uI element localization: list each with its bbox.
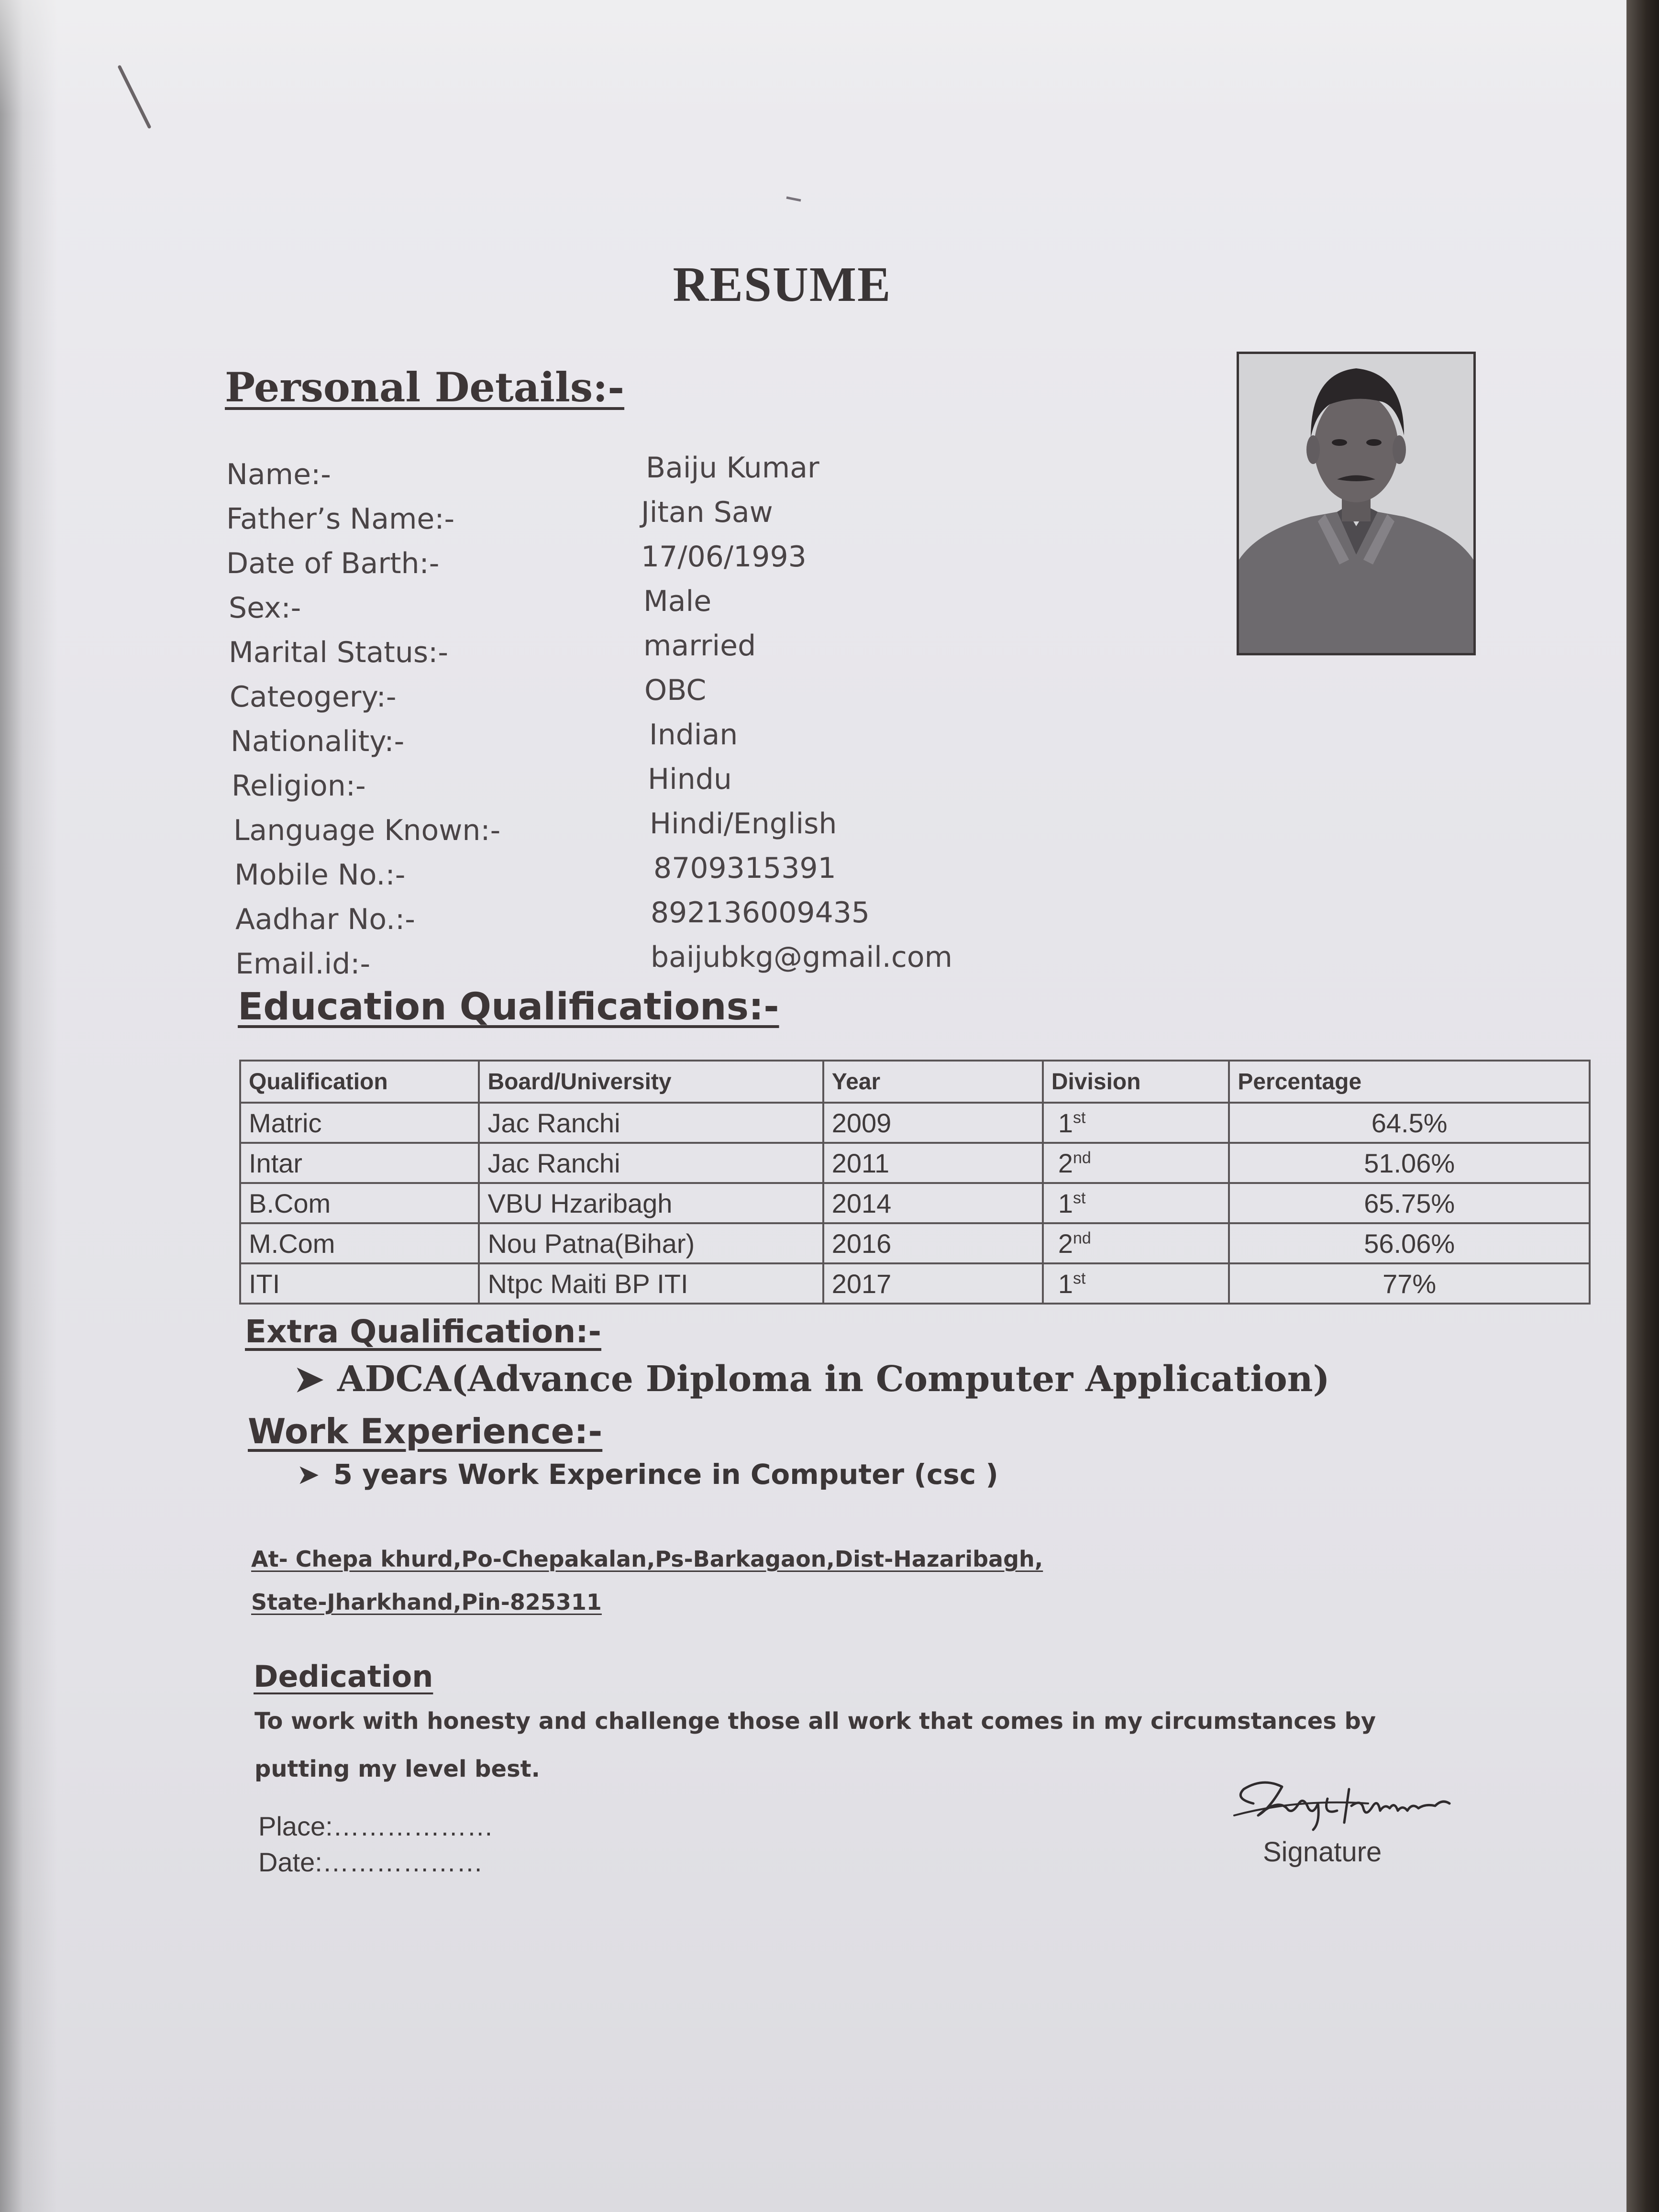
detail-label: Language Known:- [233,814,501,847]
cell-percentage: 51.06% [1229,1143,1590,1183]
applicant-photo [1237,352,1476,655]
handwritten-signature [1225,1770,1483,1837]
detail-value: 17/06/1993 [641,540,807,574]
detail-value: OBC [644,674,707,707]
cell-year: 2011 [823,1143,1043,1183]
cell-year: 2016 [823,1223,1043,1263]
detail-value: Hindi/English [650,807,837,841]
division-suffix: nd [1073,1228,1091,1247]
detail-value: 8709315391 [653,852,836,885]
division-number: 1 [1058,1188,1073,1218]
background-table-surface [1626,0,1659,2212]
division-number: 1 [1058,1268,1073,1299]
cell-division [1043,1223,1229,1263]
detail-value: married [643,629,756,663]
cell-percentage: 65.75% [1229,1183,1590,1223]
cell-year: 2009 [823,1103,1043,1143]
cell-year: 2017 [823,1263,1043,1304]
cell-board: Ntpc Maiti BP ITI [479,1263,823,1304]
cell-qualification: Intar [240,1143,479,1183]
cell-qualification: ITI [240,1263,479,1304]
detail-label: Nationality:- [231,725,405,758]
column-header-division: Division [1043,1061,1229,1103]
cell-division [1043,1103,1229,1143]
extra-qualification-item [294,1359,1330,1400]
work-experience-heading: Work Experience:- [248,1411,603,1451]
division-suffix: st [1073,1269,1086,1287]
detail-label: Aadhar No.:- [235,903,415,936]
education-heading: Education Qualifications:- [238,985,779,1029]
cell-qualification: M.Com [240,1223,479,1263]
personal-details-heading: Personal Details:- [225,364,625,411]
detail-label: Father’s Name:- [226,502,455,536]
column-header-qualification: Qualification [240,1061,479,1103]
cell-board: Nou Patna(Bihar) [479,1223,823,1263]
detail-label: Sex:- [229,591,301,625]
work-experience-text: 5 years Work Experince in Computer (csc ) [333,1458,998,1491]
dedication-text: To work with honesty and challenge those all work that comes in my circumstances by putting my level best. [254,1708,1376,1782]
cell-percentage: 56.06% [1229,1223,1590,1263]
detail-value: Indian [649,718,738,752]
table-row [240,1103,1590,1143]
detail-label: Name:- [226,458,331,491]
table-row [240,1263,1590,1304]
detail-value: Hindu [648,763,732,796]
arrowhead-bullet-icon: ➤ [297,1458,320,1491]
place-field: Place:……………… [258,1811,494,1841]
division-number: 2 [1058,1228,1073,1259]
cell-board: VBU Hzaribagh [479,1183,823,1223]
detail-label: Cateogery:- [230,680,397,714]
division-suffix: st [1073,1188,1086,1207]
cell-board: Jac Ranchi [479,1103,823,1143]
signature-label: Signature [1263,1836,1382,1868]
table-row [240,1143,1590,1183]
arrowhead-bullet-icon: ➤ [294,1359,324,1400]
extra-qualification-text: ADCA(Advance Diploma in Computer Application) [337,1359,1330,1400]
division-number: 2 [1058,1148,1073,1178]
detail-label: Religion:- [232,769,366,803]
column-header-board: Board/University [479,1061,823,1103]
paper-shadow [0,0,57,2212]
detail-label: Date of Barth:- [226,547,440,580]
cell-year: 2014 [823,1183,1043,1223]
paper-highlight [0,0,1626,115]
page-title: RESUME [673,257,892,312]
address-line-1: At- Chepa khurd,Po-Chepakalan,Ps-Barkagaon,Dist-Hazaribagh, [251,1546,1043,1572]
cell-percentage: 77% [1229,1263,1590,1304]
dust-mark [785,194,804,203]
pen-mark [115,62,163,139]
table-row [240,1183,1590,1223]
division-suffix: st [1073,1108,1086,1127]
cell-division [1043,1183,1229,1223]
detail-label: Email.id:- [235,947,371,981]
address-line-2: State-Jharkhand,Pin-825311 [251,1589,602,1615]
detail-value: Male [643,585,712,618]
education-table [239,1060,1591,1305]
detail-value: 892136009435 [651,896,870,929]
division-number: 1 [1058,1107,1073,1138]
cell-division [1043,1263,1229,1304]
detail-value: Baiju Kumar [646,451,819,485]
table-row [240,1223,1590,1263]
extra-qualification-heading: Extra Qualification:- [245,1313,602,1350]
division-suffix: nd [1073,1148,1091,1167]
detail-label: Marital Status:- [229,636,448,669]
table-header-row [240,1061,1590,1103]
date-field: Date:……………… [258,1847,483,1877]
cell-board: Jac Ranchi [479,1143,823,1183]
dedication-heading: Dedication [254,1659,433,1694]
cell-percentage: 64.5% [1229,1103,1590,1143]
cell-qualification: Matric [240,1103,479,1143]
detail-value: Jitan Saw [641,496,773,529]
detail-value: baijubkg@gmail.com [651,940,952,974]
cell-division [1043,1143,1229,1183]
column-header-percentage: Percentage [1229,1061,1590,1103]
cell-qualification: B.Com [240,1183,479,1223]
work-experience-item [297,1458,998,1491]
detail-label: Mobile No.:- [234,858,406,892]
column-header-year: Year [823,1061,1043,1103]
